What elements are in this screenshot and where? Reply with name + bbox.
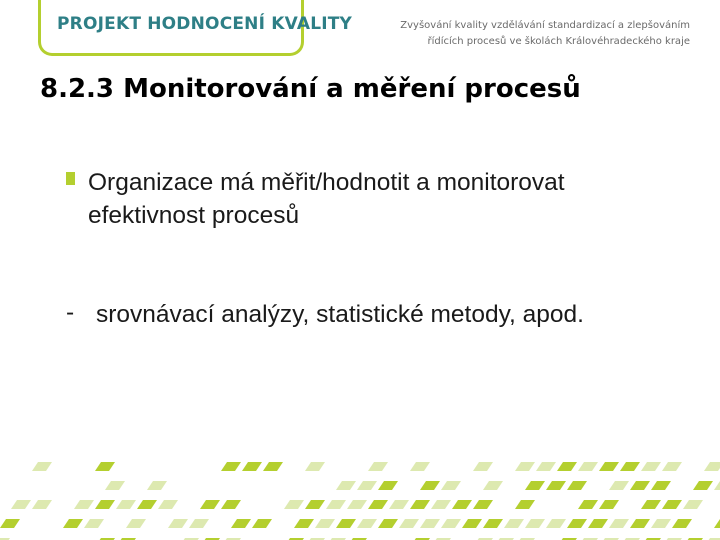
decorative-tile — [32, 500, 52, 509]
decorative-tile — [378, 481, 398, 490]
decorative-tile — [557, 462, 577, 471]
decorative-tile — [609, 481, 629, 490]
decorative-tile — [431, 500, 451, 509]
decorative-tile — [546, 519, 566, 528]
decorative-tile — [242, 462, 262, 471]
decorative-tile — [641, 462, 661, 471]
decorative-tile — [630, 481, 650, 490]
decorative-tile — [105, 481, 125, 490]
bullet-text: Organizace má měřit/hodnotit a monitorovat efektivnost procesů — [88, 169, 565, 229]
decorative-tile — [284, 500, 304, 509]
decorative-tile — [567, 481, 587, 490]
decorative-tile — [252, 519, 272, 528]
decorative-tile — [336, 481, 356, 490]
decorative-tile — [378, 519, 398, 528]
decorative-tile — [693, 481, 713, 490]
decorative-tile — [326, 500, 346, 509]
decorative-tile — [662, 500, 682, 509]
decorative-tile — [389, 500, 409, 509]
square-bullet-icon — [66, 172, 75, 185]
decorative-tile — [410, 462, 430, 471]
decorative-tile — [294, 519, 314, 528]
decorative-tile — [420, 519, 440, 528]
tagline-line-2: řídících procesů ve školách Královéhradeckého kraje — [427, 36, 690, 47]
decorative-tile — [200, 500, 220, 509]
decorative-tile — [305, 500, 325, 509]
decorative-tile — [0, 519, 20, 528]
decorative-tile — [714, 519, 720, 528]
decorative-tile — [410, 500, 430, 509]
decorative-tile — [578, 462, 598, 471]
decorative-tile — [588, 519, 608, 528]
decorative-tile — [704, 462, 720, 471]
decorative-tile — [399, 519, 419, 528]
decorative-tile — [473, 500, 493, 509]
decorative-tile — [336, 519, 356, 528]
logo-text: PROJEKT HODNOCENÍ KVALITY — [57, 14, 353, 34]
tagline-line-1: Zvyšování kvality vzdělávání standardizací a zlepšováním — [400, 20, 690, 31]
decorative-tile — [567, 519, 587, 528]
decorative-tile — [32, 462, 52, 471]
decorative-tile — [84, 519, 104, 528]
decorative-tile — [630, 519, 650, 528]
decorative-tile — [116, 500, 136, 509]
decorative-tile — [683, 500, 703, 509]
decorative-tile — [357, 481, 377, 490]
decorative-tile — [672, 519, 692, 528]
decorative-tile — [263, 462, 283, 471]
decorative-tile — [599, 500, 619, 509]
decorative-tile — [11, 500, 31, 509]
decorative-tile — [651, 519, 671, 528]
decorative-tile — [536, 462, 556, 471]
decorative-tile — [368, 500, 388, 509]
decorative-tile — [714, 481, 720, 490]
decorative-tile — [662, 462, 682, 471]
decorative-tile — [546, 481, 566, 490]
decorative-tile — [525, 481, 545, 490]
decorative-tile — [231, 519, 251, 528]
decorative-tile — [515, 500, 535, 509]
sub-item-dash: - — [66, 299, 75, 326]
decorative-tile — [420, 481, 440, 490]
decorative-tile — [599, 462, 619, 471]
decorative-tile — [137, 500, 157, 509]
decorative-tile — [147, 481, 167, 490]
decorative-tile — [609, 519, 629, 528]
decorative-tile — [515, 462, 535, 471]
decorative-tile — [347, 500, 367, 509]
decorative-tile — [221, 500, 241, 509]
decorative-tile — [651, 481, 671, 490]
decorative-tile — [305, 462, 325, 471]
sub-item-text: srovnávací analýzy, statistické metody, apod. — [96, 301, 584, 328]
decorative-tile — [620, 462, 640, 471]
bullet-item — [66, 166, 626, 232]
decorative-tile — [315, 519, 335, 528]
decorative-tile — [221, 462, 241, 471]
decorative-tile — [168, 519, 188, 528]
decorative-tile — [441, 481, 461, 490]
decorative-tile — [452, 500, 472, 509]
decorative-tile — [74, 500, 94, 509]
decorative-tile — [126, 519, 146, 528]
decorative-tile — [158, 500, 178, 509]
decorative-tile — [578, 500, 598, 509]
decorative-tile — [462, 519, 482, 528]
decorative-tile — [473, 462, 493, 471]
project-logo — [38, 0, 353, 56]
decorative-tile — [441, 519, 461, 528]
decorative-tile — [483, 481, 503, 490]
decorative-tile — [641, 500, 661, 509]
decorative-tile — [357, 519, 377, 528]
decorative-tile — [504, 519, 524, 528]
sub-item — [66, 298, 686, 331]
decorative-tile — [368, 462, 388, 471]
decorative-tile — [483, 519, 503, 528]
decorative-tile — [63, 519, 83, 528]
slide-title: 8.2.3 Monitorování a měření procesů — [40, 74, 581, 104]
decorative-tile — [189, 519, 209, 528]
decorative-tile — [95, 500, 115, 509]
decorative-tile — [95, 462, 115, 471]
header-tagline — [400, 18, 690, 50]
decorative-tile — [525, 519, 545, 528]
